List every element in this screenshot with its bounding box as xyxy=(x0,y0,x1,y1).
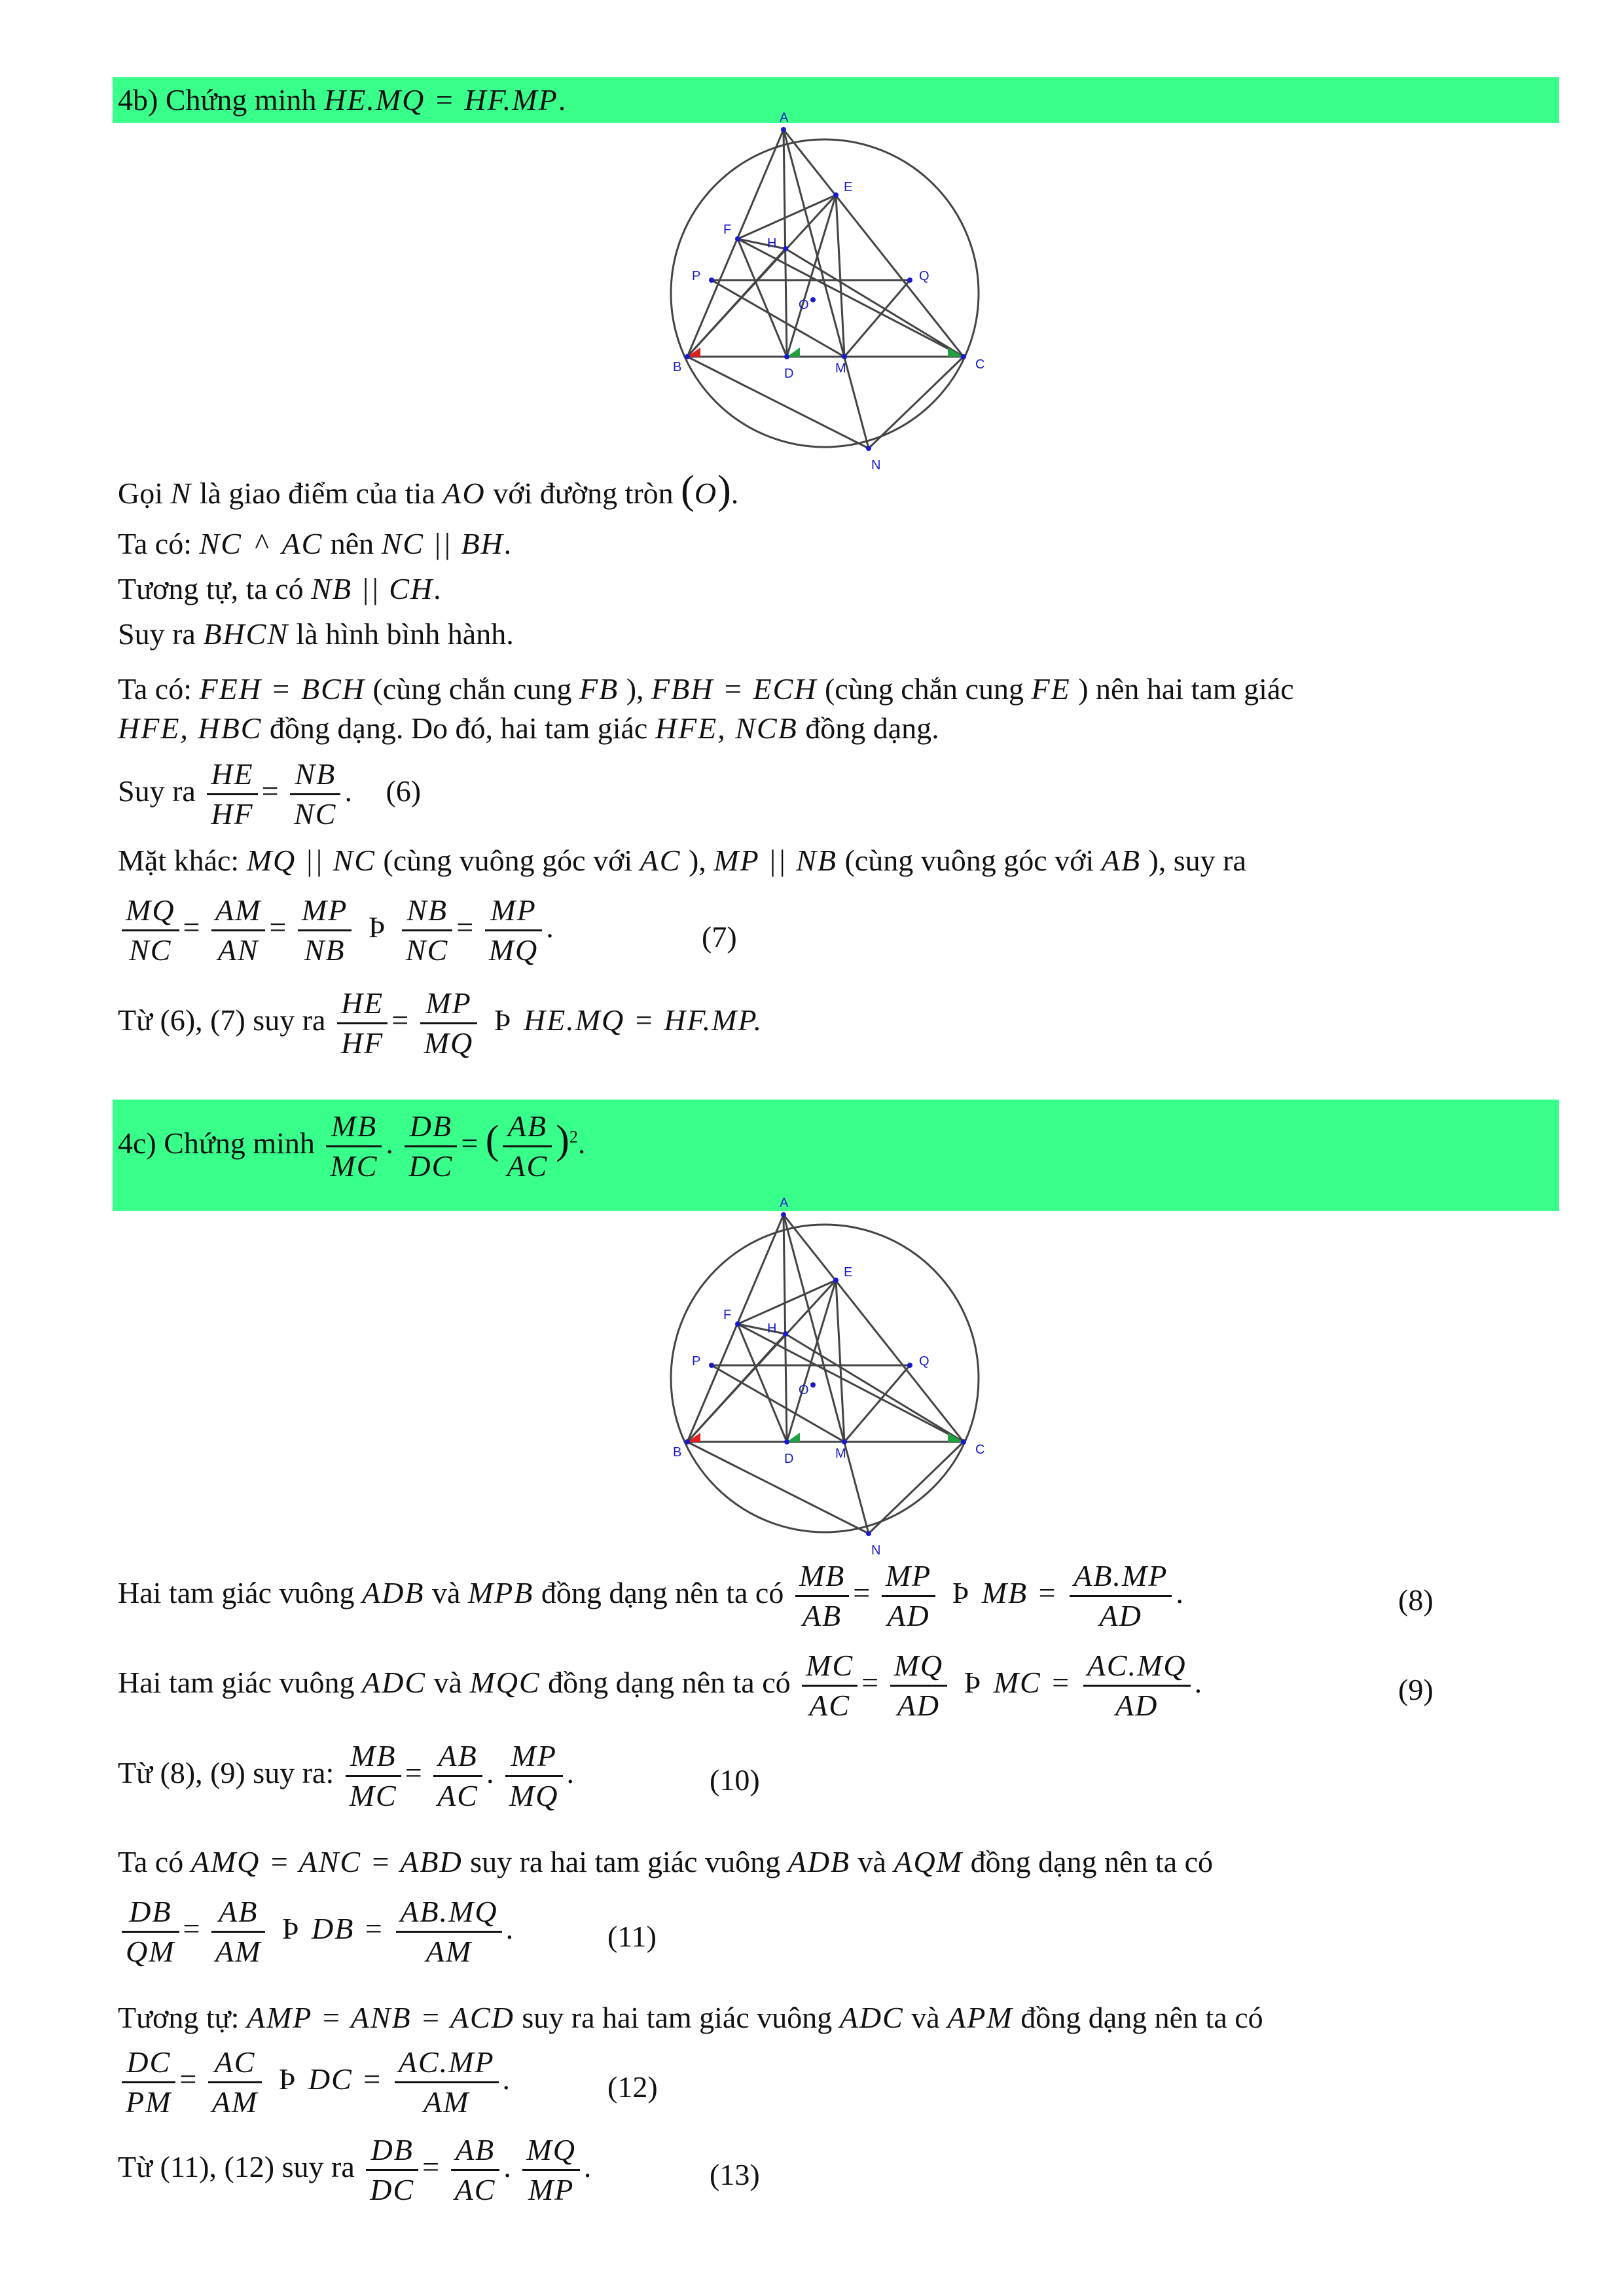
line-ratio-13: Từ (11), (12) suy ra $\frac{DB}{DC}$ = $\frac{AB}{AC}$ . $\frac{MQ}{MP}$ . xyxy=(118,2133,592,2206)
section-4b-title: 4b) Chứng minh HE.MQ = HF.MP. xyxy=(118,83,566,117)
segment-FH xyxy=(738,1324,785,1334)
point-C xyxy=(961,354,966,359)
eq-tag-13: (13) xyxy=(710,2158,760,2191)
line-ratio-6: Suy ra $\frac{HE}{HF}$ = $\frac{NB}{NC}$ . (6) xyxy=(118,757,422,831)
point-label-M: M xyxy=(835,361,846,376)
line-nc-perp: Ta có: NC ^ AC nên NC || BH. xyxy=(118,527,512,560)
eq-tag-8: (8) xyxy=(1398,1583,1434,1617)
point-M xyxy=(842,354,847,359)
segment-MP xyxy=(712,1365,844,1442)
point-P xyxy=(709,278,714,283)
line-angles-AMQ: Ta có AMQ = ANC = ABD suy ra hai tam giác vuông ADB và AQM đồng dạng nên ta có xyxy=(118,1845,1214,1878)
point-A xyxy=(781,1212,786,1217)
point-label-P: P xyxy=(692,1354,701,1369)
point-label-O: O xyxy=(799,1383,809,1397)
point-H xyxy=(783,246,788,251)
segment-CF xyxy=(738,1324,964,1442)
point-label-C: C xyxy=(975,1443,985,1457)
segment-AN xyxy=(784,130,869,448)
line-define-N: Gọi N là giao điểm của tia AO với đường tròn (O). xyxy=(118,468,739,512)
point-label-M: M xyxy=(835,1446,846,1461)
point-label-C: C xyxy=(975,357,985,372)
point-label-O: O xyxy=(799,298,809,312)
circumcircle xyxy=(671,139,979,447)
eq-tag-11: (11) xyxy=(607,1920,657,1953)
point-label-N: N xyxy=(871,1543,881,1558)
point-D xyxy=(784,1439,789,1444)
section-4c-title: 4c) Chứng minh $\frac{MB}{MC}$ . $\frac{DB}{DC}$ = ( $\frac{AB}{AC}$ )$^2$. xyxy=(118,1109,586,1183)
point-F xyxy=(735,236,740,242)
point-label-P: P xyxy=(692,269,701,283)
point-label-B: B xyxy=(673,360,682,374)
point-C xyxy=(961,1439,966,1444)
point-Q xyxy=(907,1363,912,1368)
point-label-A: A xyxy=(780,111,789,125)
point-label-H: H xyxy=(767,1321,777,1336)
line-conclusion-4b: Từ (6), (7) suy ra $\frac{HE}{HF}$ = $\frac{MP}{MQ}$ Þ HE.MQ = HF.MP. xyxy=(118,986,763,1060)
point-label-D: D xyxy=(784,367,794,381)
point-label-E: E xyxy=(844,1265,853,1280)
point-N xyxy=(866,446,871,451)
line-ratio-7: $\frac{MQ}{NC}$ = $\frac{AM}{AN}$ = $\frac{MP}{NB}$ Þ $\frac{NB}{NC}$ = $\frac{MP}{MQ}$ . xyxy=(118,895,554,965)
line-ratio-12: $\frac{DC}{PM}$ = $\frac{AC}{AM}$ Þ DC = $\frac{AC.MP}{AM}$ . xyxy=(118,2047,510,2117)
line-other-hand: Mặt khác: MQ || NC (cùng vuông góc với AC ), MP || NB (cùng vuông góc với AB ), suy ra xyxy=(118,844,1246,877)
segment-HC xyxy=(785,249,964,357)
point-P xyxy=(709,1363,714,1368)
line-angles-equal: Ta có: FEH = BCH (cùng chắn cung FB ), FBH = ECH (cùng chắn cung FE ) nên hai tam giác xyxy=(118,672,1294,706)
line-angles-AMP: Tương tự: AMP = ANB = ACD suy ra hai tam giác vuông ADC và APM đồng dạng nên ta có xyxy=(118,2001,1263,2034)
segment-HC xyxy=(785,1334,964,1442)
point-B xyxy=(685,354,690,359)
point-label-F: F xyxy=(723,1308,732,1322)
point-N xyxy=(866,1531,871,1536)
point-A xyxy=(781,127,786,132)
segment-CN xyxy=(869,357,964,448)
point-B xyxy=(685,1439,690,1444)
eq-tag-9: (9) xyxy=(1398,1673,1434,1706)
line-similar-triangles: HFE, HBC đồng dạng. Do đó, hai tam giác HFE, NCB đồng dạng. xyxy=(118,711,939,745)
line-ratio-11: $\frac{DB}{QM}$ = $\frac{AB}{AM}$ Þ DB = $\frac{AB.MQ}{AM}$ . xyxy=(118,1897,513,1967)
point-E xyxy=(833,192,839,198)
point-label-Q: Q xyxy=(919,269,929,283)
circumcircle xyxy=(671,1225,979,1532)
point-label-B: B xyxy=(673,1445,682,1460)
segment-BH xyxy=(687,249,785,357)
segment-AN xyxy=(784,1215,869,1534)
segment-CF xyxy=(738,239,964,357)
point-O xyxy=(810,1382,816,1388)
point-Q xyxy=(907,278,912,283)
point-label-D: D xyxy=(784,1452,794,1466)
point-label-A: A xyxy=(780,1196,789,1210)
geometry-figure-2 xyxy=(673,1196,1016,1558)
eq-tag-12: (12) xyxy=(607,2070,658,2104)
point-label-Q: Q xyxy=(919,1354,929,1369)
segment-BH xyxy=(687,1334,785,1442)
line-nb-parallel: Tương tự, ta có NB || CH. xyxy=(118,572,441,605)
point-O xyxy=(810,297,816,302)
eq-tag-10: (10) xyxy=(710,1763,760,1797)
segment-MP xyxy=(712,280,844,357)
point-M xyxy=(842,1439,847,1444)
point-H xyxy=(783,1331,788,1336)
line-parallelogram: Suy ra BHCN là hình bình hành. xyxy=(118,617,514,651)
point-label-H: H xyxy=(767,236,777,251)
point-label-E: E xyxy=(844,180,853,194)
point-D xyxy=(784,354,789,359)
line-similar-ADC-MQC: Hai tam giác vuông ADC và MQC đồng dạng nên ta có $\frac{MC}{AC}$ = $\frac{MQ}{AD}$ Þ MC = $\frac{AC.MQ}{AD}$ . xyxy=(118,1649,1202,1722)
segment-CN xyxy=(869,1442,964,1534)
line-ratio-10: Từ (8), (9) suy ra: $\frac{MB}{MC}$ = $\frac{AB}{AC}$ . $\frac{MP}{MQ}$ . xyxy=(118,1739,575,1812)
point-E xyxy=(833,1278,839,1283)
point-F xyxy=(735,1321,740,1327)
point-label-N: N xyxy=(871,458,881,473)
line-similar-ADB-MPB: Hai tam giác vuông ADB và MPB đồng dạng nên ta có $\frac{MB}{AB}$ = $\frac{MP}{AD}$ Þ MB = $\frac{AB.MP}{AD}$ . xyxy=(118,1559,1183,1632)
geometry-figure-1 xyxy=(673,111,1016,473)
segment-FH xyxy=(738,239,785,249)
point-label-F: F xyxy=(723,223,732,237)
eq-tag-7: (7) xyxy=(702,920,737,954)
